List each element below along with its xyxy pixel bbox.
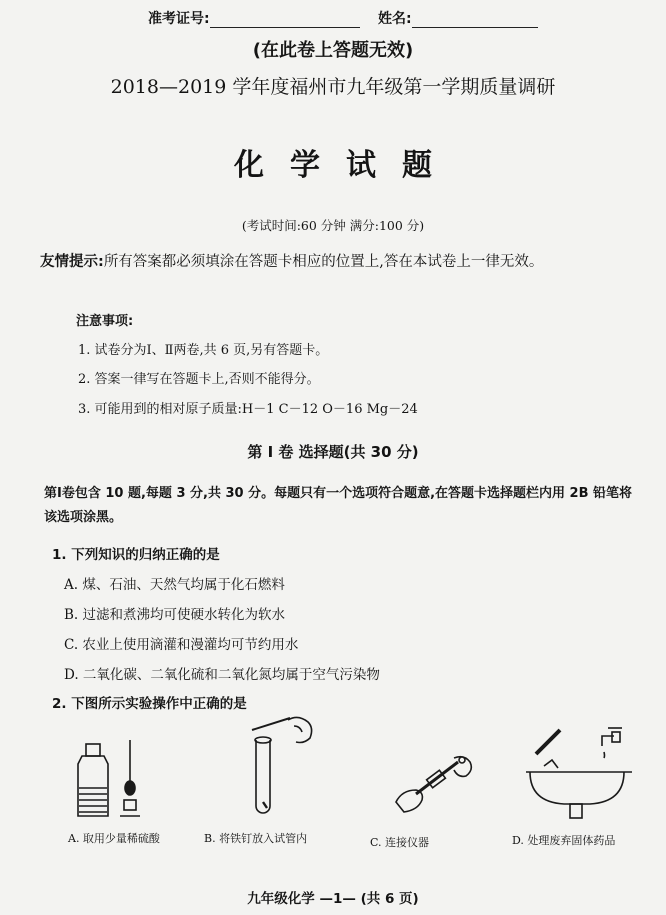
part1-title: 第 Ⅰ 卷 选择题(共 30 分) bbox=[247, 443, 419, 461]
figure-a-drawing bbox=[74, 730, 164, 822]
invalid-notice: (在此卷上答题无效) bbox=[252, 40, 414, 61]
exam-id-label: 准考证号: bbox=[148, 11, 210, 27]
subject-title: 化学试题 bbox=[234, 148, 458, 183]
friendly-tip bbox=[40, 249, 632, 276]
note-item: 3. 可能用到的相对原子质量:H－1 C－12 O－16 Mg－24 bbox=[78, 402, 418, 417]
page-footer: 九年级化学 —1— (共 6 页) bbox=[247, 891, 419, 907]
name-blank bbox=[412, 13, 538, 28]
name-label: 姓名: bbox=[378, 11, 412, 27]
question-1-stem: 1. 下列知识的归纳正确的是 bbox=[52, 547, 220, 563]
tip-label: 友情提示: bbox=[40, 254, 104, 270]
figure-a-caption: A. 取用少量稀硫酸 bbox=[68, 832, 160, 845]
part1-instructions: 第Ⅰ卷包含 10 题,每题 3 分,共 30 分。每题只有一个选项符合题意,在答题卡选择题栏内用 2B 铅笔将该选项涂黑。 bbox=[44, 486, 633, 525]
question-1-option-a: A. 煤、石油、天然气均属于化石燃料 bbox=[64, 577, 285, 593]
figure-b-caption: B. 将铁钉放入试管内 bbox=[204, 832, 308, 845]
figure-c-drawing bbox=[388, 748, 480, 818]
figure-d-drawing bbox=[516, 710, 638, 822]
exam-info: (考试时间:60 分钟 满分:100 分) bbox=[241, 218, 425, 233]
figure-c-caption: C. 连接仪器 bbox=[370, 836, 430, 849]
exam-id-blank bbox=[210, 13, 360, 28]
question-2-stem: 2. 下图所示实验操作中正确的是 bbox=[52, 696, 247, 712]
question-1-option-c: C. 农业上使用滴灌和漫灌均可节约用水 bbox=[64, 637, 299, 653]
note-item: 1. 试卷分为Ⅰ、Ⅱ两卷,共 6 页,另有答题卡。 bbox=[78, 343, 329, 358]
exam-title: 2018—2019 学年度福州市九年级第一学期质量调研 bbox=[110, 76, 556, 98]
question-1-option-b: B. 过滤和煮沸均可使硬水转化为软水 bbox=[64, 607, 286, 623]
question-1-option-d: D. 二氧化碳、二氧化硫和二氧化氮均属于空气污染物 bbox=[64, 667, 380, 683]
tip-text: 所有答案都必须填涂在答题卡相应的位置上,答在本试卷上一律无效。 bbox=[103, 254, 544, 270]
note-item: 2. 答案一律写在答题卡上,否则不能得分。 bbox=[78, 372, 320, 387]
figure-b-drawing bbox=[238, 712, 322, 820]
name-field bbox=[378, 8, 538, 28]
figure-d-caption: D. 处理废弃固体药品 bbox=[512, 834, 616, 847]
exam-id-field bbox=[148, 8, 360, 28]
notes-heading: 注意事项: bbox=[76, 314, 134, 329]
